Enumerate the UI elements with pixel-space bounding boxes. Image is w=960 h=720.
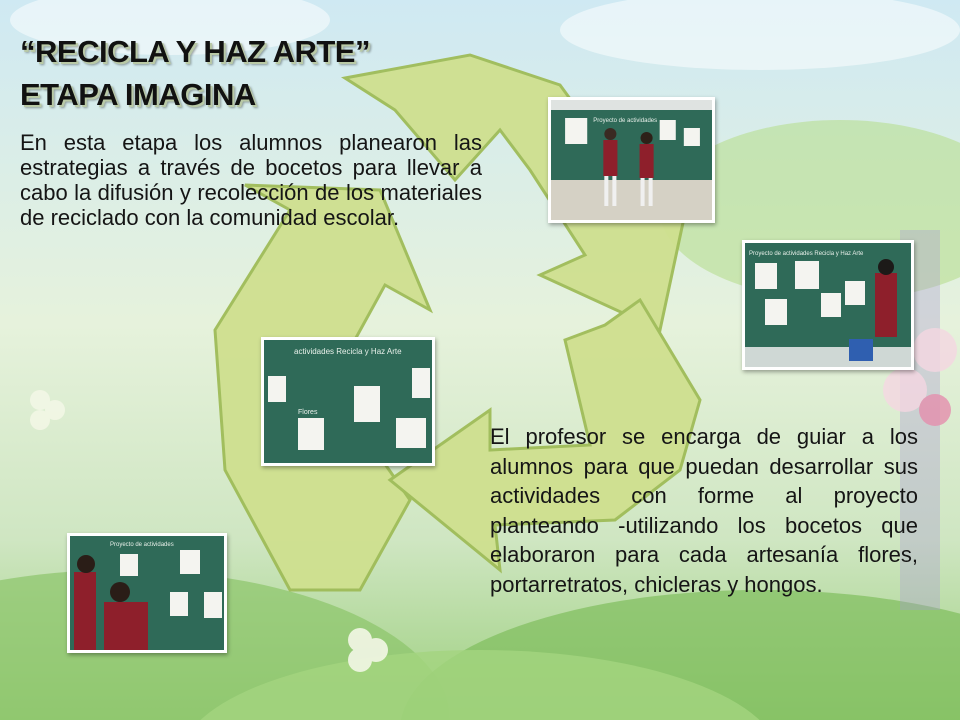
board-label: Proyecto de actividades [593, 118, 658, 124]
board-label: Proyecto de actividades Recicla y Haz Arte [749, 251, 864, 257]
classroom-photo-1 [548, 97, 715, 223]
intro-paragraph: En esta etapa los alumnos planearon las estrategias a través de bocetos para llevar a cabo la difusión y recolección de los materiales de reciclado con la comunidad escolar. [20, 130, 482, 230]
title-line-1: “RECICLA Y HAZ ARTE” [20, 34, 370, 69]
flowers-label: Flores [298, 409, 318, 416]
board-label: actividades Recicla y Haz Arte [294, 347, 402, 356]
classroom-photo-3 [261, 337, 435, 466]
teacher-paragraph: El profesor se encarga de guiar a los alumnos para que puedan desarrollar sus actividades con forme al proyecto planteando -utilizando los bocetos que elaboraron para cada artesanía flores, portarretratos, chicleras y hongos. [490, 424, 918, 597]
title-line-2: ETAPA IMAGINA [20, 77, 256, 112]
slide-title [20, 30, 370, 116]
board-label: Proyecto de actividades [110, 542, 174, 548]
classroom-photo-4 [67, 533, 227, 653]
classroom-photo-2 [742, 240, 914, 370]
